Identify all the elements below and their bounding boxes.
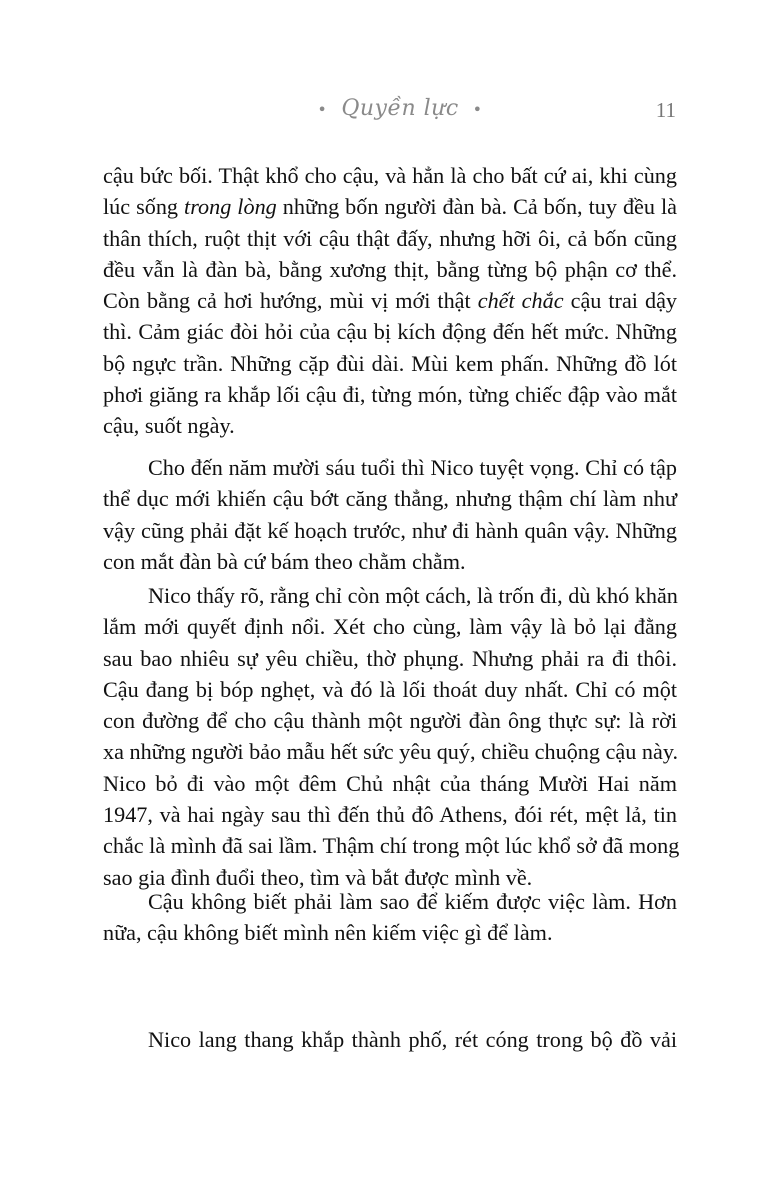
text-line: 1947, và hai ngày sau thì đến thủ đô Athens, đói rét, mệt lả, tin <box>103 802 677 828</box>
text-line: Nico bỏ đi vào một đêm Chủ nhật của tháng Mười Hai năm <box>103 770 677 796</box>
text-segment: cậu trai dậy <box>563 288 678 314</box>
bullet-ornament: • <box>472 100 483 119</box>
running-title <box>300 96 500 121</box>
text-line: con đường để cho cậu thành một người đàn ông thực sự: là rời <box>103 708 677 734</box>
text-line: sau bao nhiêu sự yêu chiều, thờ phụng. Nhưng phải ra đi thôi. <box>103 645 677 671</box>
text-line <box>103 285 677 316</box>
text-line: thì. Cảm giác đòi hỏi của cậu bị kích động đến hết mức. Những <box>103 319 677 345</box>
text-line: bộ ngực trần. Những cặp đùi dài. Mùi kem phấn. Những đồ lót <box>103 350 677 376</box>
text-line: xa những người bảo mẫu hết sức yêu quý, chiều chuộng cậu này. <box>103 739 679 765</box>
text-segment: những bốn người đàn bà. Cả bốn, tuy đều là <box>276 194 678 220</box>
text-line: cậu, suốt ngày. <box>103 413 235 439</box>
italic-emphasis: chết chắc <box>477 288 564 314</box>
text-line: chắc là mình đã sai lầm. Thậm chí trong một lúc khổ sở đã mong <box>103 833 680 859</box>
italic-emphasis: trong lòng <box>184 194 277 220</box>
text-line: Cho đến năm mười sáu tuổi thì Nico tuyệt vọng. Chỉ có tập <box>148 455 677 480</box>
text-line: nữa, cậu không biết mình nên kiếm việc gì để làm. <box>103 920 553 946</box>
text-line: thể dục mới khiến cậu bớt căng thẳng, nhưng thậm chí làm như <box>103 486 677 512</box>
paragraph <box>103 886 677 949</box>
text-line: Nico lang thang khắp thành phố, rét cóng trong bộ đồ vải <box>148 1027 677 1052</box>
text-segment: Còn bằng cả hơi hướng, mùi vị mới thật <box>103 288 478 314</box>
paragraph <box>103 452 677 577</box>
page-number: 11 <box>655 98 676 122</box>
paragraph <box>103 160 677 442</box>
text-segment: lúc sống <box>103 194 185 220</box>
running-head <box>0 96 768 132</box>
text-line: phơi giăng ra khắp lối cậu đi, từng món, từng chiếc đập vào mắt <box>103 382 677 408</box>
text-line: sao gia đình đuổi theo, tìm và bắt được mình về. <box>103 864 533 890</box>
text-line: Cậu không biết phải làm sao để kiếm được việc làm. Hơn <box>148 889 677 914</box>
text-line: vậy cũng phải đặt kế hoạch trước, như đi hành quân vậy. Những <box>103 517 677 543</box>
text-line: lắm mới quyết định nổi. Xét cho cùng, làm vậy là bỏ lại đằng <box>103 614 677 640</box>
bullet-ornament: • <box>317 100 328 119</box>
text-line: Nico thấy rõ, rằng chỉ còn một cách, là trốn đi, dù khó khăn <box>148 583 678 608</box>
text-line <box>103 191 677 222</box>
text-line: con mắt đàn bà cứ bám theo chằm chằm. <box>103 548 466 574</box>
text-line: cậu bức bối. Thật khổ cho cậu, và hẳn là cho bất cứ ai, khi cùng <box>103 163 677 188</box>
paragraph <box>103 580 680 893</box>
text-line: thân thích, ruột thịt với cậu thật đấy, nhưng hỡi ôi, cả bốn cũng <box>103 225 677 251</box>
running-title-text: Quyền lực <box>341 96 459 121</box>
paragraph <box>103 1024 677 1055</box>
text-line: đều vẫn là đàn bà, bằng xương thịt, bằng từng bộ phận cơ thể. <box>103 256 677 282</box>
text-line: Cậu đang bị bóp nghẹt, và đó là lối thoát duy nhất. Chỉ có một <box>103 676 677 702</box>
